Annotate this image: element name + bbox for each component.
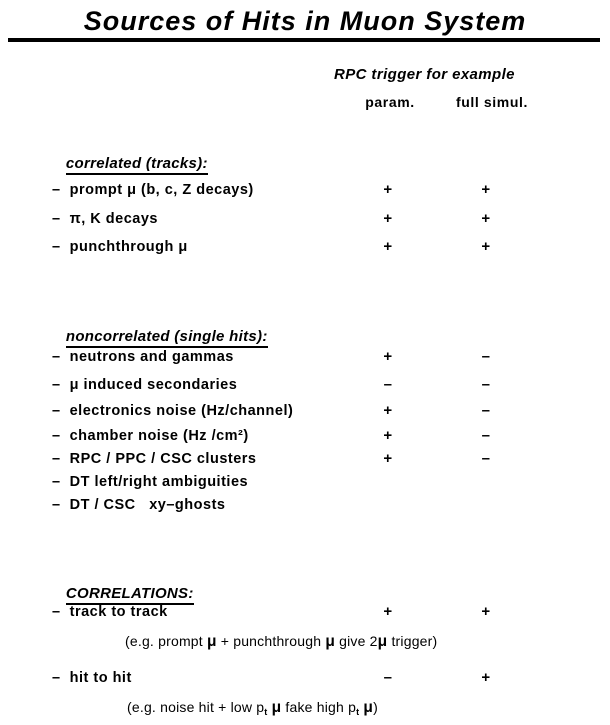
- row-label: – track to track: [52, 604, 168, 620]
- note-hit-to-hit: [127, 698, 378, 721]
- pt-subscript: t: [264, 707, 268, 717]
- row-label: – DT / CSC xy–ghosts: [52, 497, 226, 513]
- note-text: trigger): [387, 633, 438, 649]
- simul-mark: +: [481, 669, 491, 686]
- simul-mark: +: [481, 238, 491, 255]
- note-text: (e.g. prompt: [125, 633, 207, 649]
- param-mark: +: [383, 427, 393, 444]
- note-track-to-track: [125, 632, 437, 651]
- note-text: ): [373, 699, 378, 715]
- simul-mark: –: [481, 427, 491, 444]
- simul-mark: +: [481, 603, 491, 620]
- simul-mark: –: [481, 348, 491, 365]
- simul-mark: –: [481, 450, 491, 467]
- param-mark: +: [383, 210, 393, 227]
- mu-symbol: μ: [363, 699, 374, 716]
- simul-mark: +: [481, 210, 491, 227]
- param-mark: –: [383, 669, 393, 686]
- section-heading-text: noncorrelated (single hits):: [66, 328, 268, 348]
- row-label: – RPC / PPC / CSC clusters: [52, 451, 257, 467]
- simul-mark: +: [481, 181, 491, 198]
- note-text: fake high p: [281, 699, 357, 715]
- simul-mark: –: [481, 402, 491, 419]
- row-label: – neutrons and gammas: [52, 349, 234, 365]
- note-text: (e.g. noise hit + low p: [127, 699, 265, 715]
- section-heading-text: CORRELATIONS:: [66, 585, 194, 605]
- column-header-param: param.: [365, 94, 415, 110]
- title-underline: [8, 38, 600, 42]
- row-label: – μ induced secondaries: [52, 377, 238, 393]
- column-header-full-simul: full simul.: [456, 94, 528, 110]
- page-title: Sources of Hits in Muon System: [83, 6, 527, 36]
- mu-symbol: μ: [325, 633, 336, 650]
- mu-symbol: μ: [271, 699, 282, 716]
- row-label: – chamber noise (Hz /cm²): [52, 428, 249, 444]
- section-heading-text: correlated (tracks):: [66, 155, 208, 175]
- param-mark: +: [383, 238, 393, 255]
- param-mark: +: [383, 348, 393, 365]
- row-label: – hit to hit: [52, 670, 132, 686]
- row-label: – π, K decays: [52, 211, 158, 227]
- note-text: + punchthrough: [216, 633, 326, 649]
- row-label: – prompt μ (b, c, Z decays): [52, 182, 254, 198]
- mu-symbol: μ: [206, 633, 217, 650]
- param-mark: +: [383, 402, 393, 419]
- column-group-header: RPC trigger for example: [334, 66, 515, 83]
- simul-mark: –: [481, 376, 491, 393]
- param-mark: +: [383, 603, 393, 620]
- param-mark: –: [383, 376, 393, 393]
- param-mark: +: [383, 181, 393, 198]
- param-mark: +: [383, 450, 393, 467]
- mu-symbol: μ: [377, 633, 388, 650]
- row-label: – DT left/right ambiguities: [52, 474, 249, 490]
- row-label: – punchthrough μ: [52, 239, 188, 255]
- note-text: give 2: [335, 633, 378, 649]
- pt-subscript: t: [356, 707, 360, 717]
- row-label: – electronics noise (Hz/channel): [52, 403, 294, 419]
